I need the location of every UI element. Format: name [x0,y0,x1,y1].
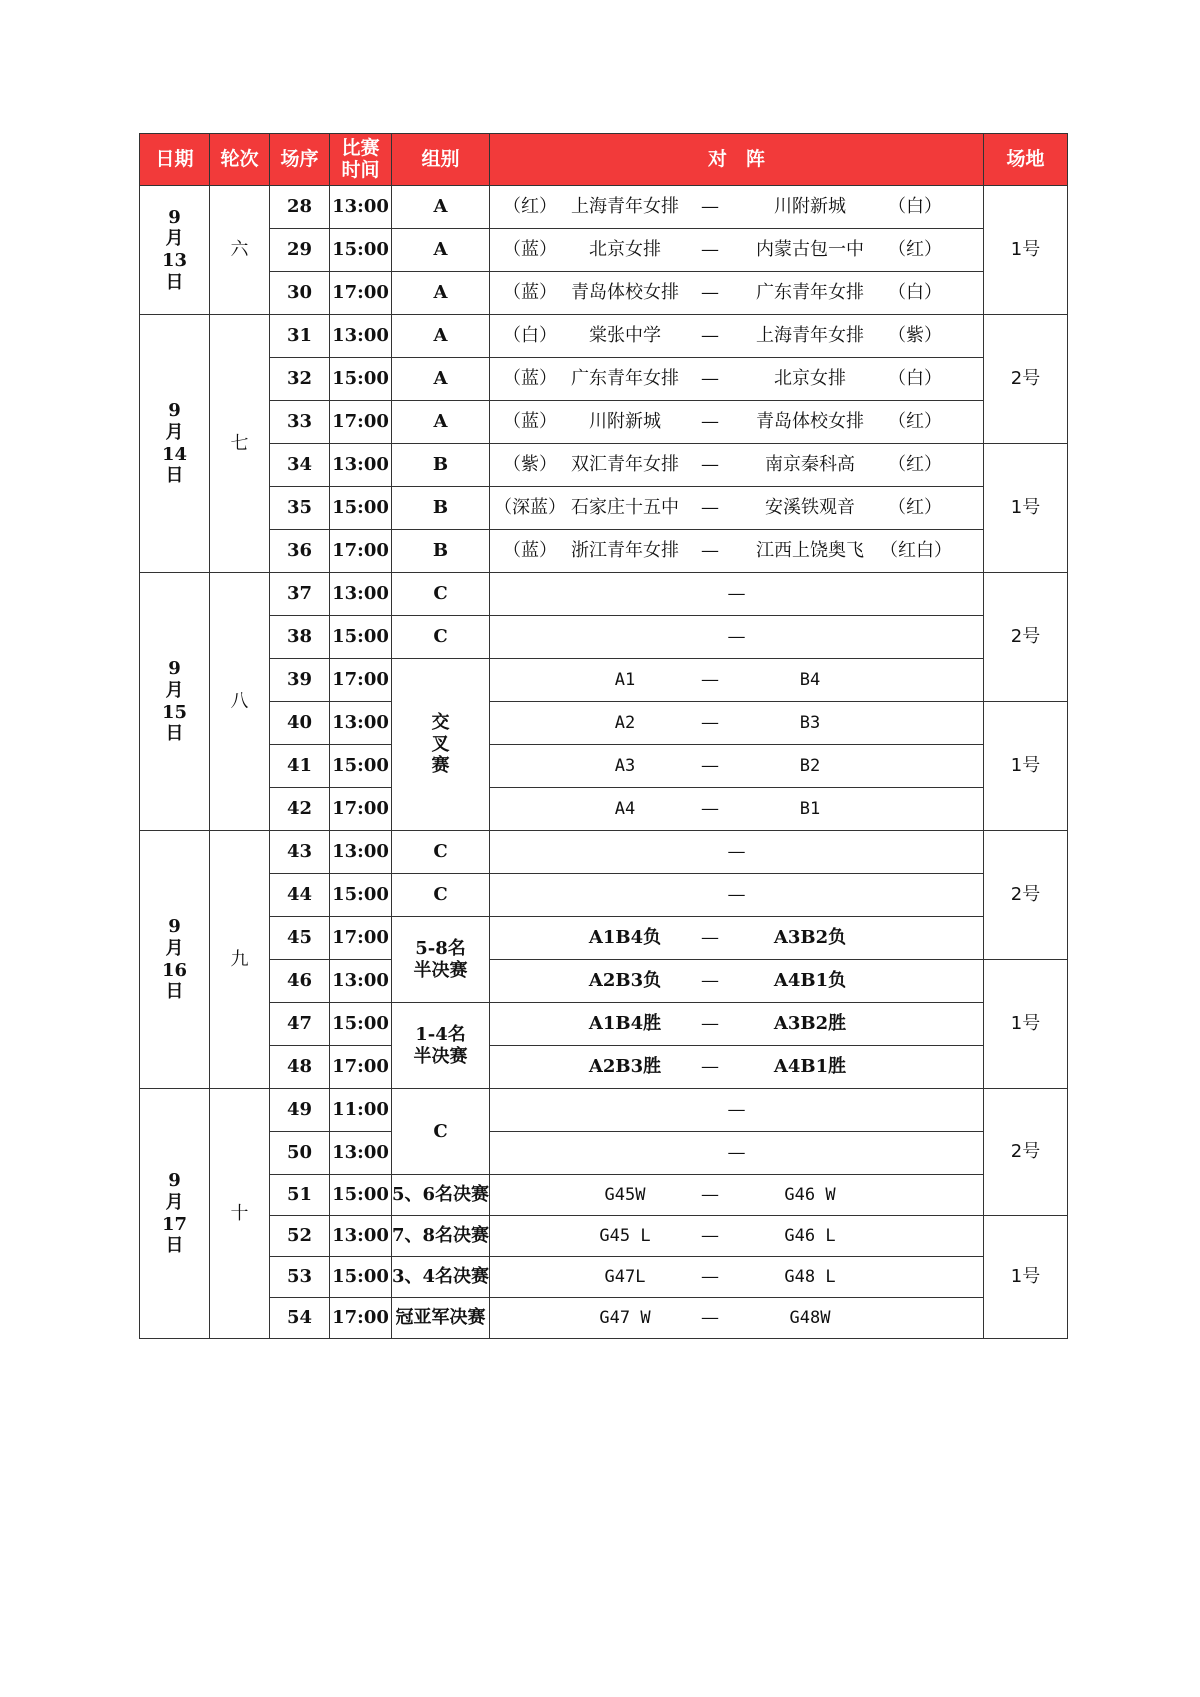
date-month: 月 [165,679,184,701]
vs-dash: — [701,798,719,820]
header-match-no: 场序 [270,134,330,186]
match-no: 30 [270,272,330,315]
matchup-cell [490,702,984,745]
team-b: A3B2负 [773,927,847,949]
jersey-color-a: （白） [503,325,557,347]
team-a: 浙江青年女排 [571,540,679,562]
jersey-color-a: （蓝） [503,411,557,433]
team-b: 安溪铁观音 [765,497,855,519]
venue-cell: 1号 [984,444,1068,573]
round-cell: 八 [210,573,270,831]
venue-cell: 1号 [984,702,1068,831]
table-row [140,315,1068,358]
crossover-char: 交 [431,712,450,734]
group-crossover [392,659,490,831]
team-a: A3 [614,755,636,776]
date-num: 9 [168,400,181,422]
date-month: 月 [165,937,184,959]
match-group: B [392,487,490,530]
match-time: 15:00 [330,358,392,401]
jersey-color-b: （红） [888,497,942,519]
match-no: 39 [270,659,330,702]
match-no: 36 [270,530,330,573]
team-a: G47 W [599,1307,651,1328]
table-row [140,1046,1068,1089]
team-a: G45W [604,1184,646,1205]
venue-cell: 1号 [984,1216,1068,1339]
table-row [140,874,1068,917]
matchup-cell [490,530,984,573]
header-row [140,134,1068,186]
matchup-cell [490,358,984,401]
match-group: A [392,401,490,444]
match-time: 13:00 [330,702,392,745]
team-a: G45 L [599,1225,651,1246]
round-cell: 十 [210,1089,270,1339]
header-round: 轮次 [210,134,270,186]
vs-dash: — [701,454,719,476]
jersey-color-b: （红） [888,454,942,476]
group-semi-1-4 [392,1003,490,1089]
jersey-color-a: （蓝） [503,239,557,261]
matchup-cell [490,745,984,788]
vs-dash: — [701,196,719,218]
matchup-cell [490,659,984,702]
vs-dash: — [727,841,746,863]
team-b: 北京女排 [774,368,846,390]
vs-dash: — [701,540,719,562]
table-row [140,1132,1068,1175]
table-row [140,272,1068,315]
matchup-cell [490,1175,984,1216]
team-a: A2B3胜 [588,1056,662,1078]
table-row [140,1175,1068,1216]
matchup-cell [490,401,984,444]
table-row [140,702,1068,745]
date-num: 9 [168,658,181,680]
jersey-color-b: （白） [888,196,942,218]
date-month: 月 [165,228,184,250]
match-group: B [392,530,490,573]
team-b: 广东青年女排 [756,282,864,304]
schedule-table [139,133,1068,1339]
matchup-cell [490,315,984,358]
table-row [140,917,1068,960]
team-a: 青岛体校女排 [571,282,679,304]
match-no: 31 [270,315,330,358]
round-cell: 六 [210,186,270,315]
match-time: 13:00 [330,186,392,229]
vs-dash: — [701,1307,719,1329]
table-row [140,229,1068,272]
jersey-color-a: （蓝） [503,368,557,390]
table-row [140,616,1068,659]
vs-dash: — [727,583,746,605]
vs-dash: — [701,1184,719,1206]
date-cell [140,1089,210,1339]
vs-dash: — [701,755,719,777]
match-no: 44 [270,874,330,917]
team-b: 南京秦科高 [765,454,855,476]
vs-dash: — [701,497,719,519]
jersey-color-b: （紫） [888,325,942,347]
team-a: 石家庄十五中 [571,497,679,519]
match-time: 17:00 [330,917,392,960]
table-row [140,1298,1068,1339]
match-time: 15:00 [330,1257,392,1298]
match-time: 15:00 [330,874,392,917]
matchup-cell [490,487,984,530]
group-semi-5-8 [392,917,490,1003]
team-b: G46 W [784,1184,836,1205]
date-cell [140,186,210,315]
jersey-color-b: （红白） [880,540,952,562]
table-row [140,358,1068,401]
match-no: 40 [270,702,330,745]
venue-cell: 2号 [984,831,1068,960]
date-month: 月 [165,1191,184,1213]
match-time: 17:00 [330,659,392,702]
match-time: 13:00 [330,1132,392,1175]
header-group: 组别 [392,134,490,186]
date-month: 月 [165,421,184,443]
table-row [140,745,1068,788]
crossover-char: 赛 [431,755,450,777]
match-no: 41 [270,745,330,788]
match-no: 53 [270,1257,330,1298]
match-no: 33 [270,401,330,444]
table-row [140,1003,1068,1046]
team-b: B2 [799,755,821,776]
match-group: A [392,358,490,401]
date-day: 16 [161,959,188,981]
table-row [140,960,1068,1003]
vs-dash: — [701,1225,719,1247]
match-group: 7、8名决赛 [392,1216,490,1257]
team-b: G48W [789,1307,831,1328]
vs-dash: — [701,1013,719,1035]
vs-dash: — [701,282,719,304]
team-b: 江西上饶奥飞 [756,540,864,562]
vs-dash: — [701,411,719,433]
match-no: 35 [270,487,330,530]
table-row [140,487,1068,530]
match-no: 42 [270,788,330,831]
match-time: 17:00 [330,1298,392,1339]
vs-dash: — [727,1142,746,1164]
match-time: 15:00 [330,487,392,530]
date-day: 17 [161,1213,188,1235]
jersey-color-b: （红） [888,411,942,433]
vs-dash: — [701,712,719,734]
matchup-cell [490,444,984,487]
match-no: 32 [270,358,330,401]
semi-label-line1: 5-8名 [415,937,466,959]
match-no: 48 [270,1046,330,1089]
team-b: B4 [799,669,821,690]
team-b: A4B1负 [773,970,847,992]
semi-label-line2: 半决赛 [413,1045,468,1067]
match-group: A [392,186,490,229]
match-group: C [392,573,490,616]
match-group: B [392,444,490,487]
matchup-cell [490,1257,984,1298]
match-no: 28 [270,186,330,229]
team-b: B1 [799,798,821,819]
matchup-cell [490,186,984,229]
match-no: 37 [270,573,330,616]
table-row [140,1257,1068,1298]
team-b: 青岛体校女排 [756,411,864,433]
team-b: B3 [799,712,821,733]
match-no: 38 [270,616,330,659]
team-a: 北京女排 [589,239,661,261]
venue-cell: 2号 [984,1089,1068,1216]
date-num: 9 [168,1170,181,1192]
team-b: 上海青年女排 [756,325,864,347]
matchup-cell [490,272,984,315]
match-time: 17:00 [330,788,392,831]
team-b: G46 L [784,1225,836,1246]
jersey-color-b: （白） [888,368,942,390]
table-row [140,1216,1068,1257]
vs-dash: — [727,884,746,906]
match-time: 13:00 [330,831,392,874]
matchup-cell [490,1298,984,1339]
matchup-cell [490,960,984,1003]
vs-dash: — [701,1266,719,1288]
match-time: 17:00 [330,530,392,573]
match-group: 3、4名决赛 [392,1257,490,1298]
team-b: A3B2胜 [773,1013,847,1035]
table-row [140,1089,1068,1132]
match-no: 34 [270,444,330,487]
match-no: 50 [270,1132,330,1175]
match-group: A [392,315,490,358]
matchup-cell [490,874,984,917]
match-no: 45 [270,917,330,960]
team-b: 内蒙古包一中 [756,239,864,261]
match-time: 15:00 [330,229,392,272]
match-no: 47 [270,1003,330,1046]
date-suffix: 日 [165,271,184,293]
match-no: 54 [270,1298,330,1339]
team-a: G47L [604,1266,646,1287]
semi-label-line2: 半决赛 [413,959,468,981]
vs-dash: — [727,626,746,648]
team-b: A4B1胜 [773,1056,847,1078]
match-time: 13:00 [330,573,392,616]
table-row [140,659,1068,702]
vs-dash: — [701,970,719,992]
vs-dash: — [701,368,719,390]
match-time: 17:00 [330,401,392,444]
table-row [140,573,1068,616]
matchup-cell [490,229,984,272]
date-cell [140,831,210,1089]
team-a: A1B4胜 [588,1013,662,1035]
team-a: A1 [614,669,636,690]
vs-dash: — [727,1099,746,1121]
header-time [330,134,392,186]
header-time-line1: 比赛 [341,136,380,159]
match-time: 13:00 [330,315,392,358]
match-no: 43 [270,831,330,874]
team-a: 双汇青年女排 [571,454,679,476]
matchup-cell [490,1132,984,1175]
matchup-cell [490,831,984,874]
match-time: 11:00 [330,1089,392,1132]
match-time: 15:00 [330,1175,392,1216]
header-venue: 场地 [984,134,1068,186]
header-date: 日期 [140,134,210,186]
matchup-cell [490,788,984,831]
jersey-color-b: （白） [888,282,942,304]
header-matchup: 对 阵 [490,134,984,186]
table-row [140,788,1068,831]
matchup-cell [490,616,984,659]
team-a: A2 [614,712,636,733]
matchup-cell [490,917,984,960]
crossover-char: 叉 [431,733,450,755]
team-a: A4 [614,798,636,819]
matchup-cell [490,573,984,616]
match-group: C [392,1089,490,1175]
venue-cell: 1号 [984,960,1068,1089]
match-no: 49 [270,1089,330,1132]
vs-dash: — [701,325,719,347]
team-a: 川附新城 [589,411,661,433]
jersey-color-a: （红） [503,196,557,218]
venue-cell: 2号 [984,315,1068,444]
match-group: A [392,229,490,272]
match-time: 13:00 [330,1216,392,1257]
matchup-cell [490,1003,984,1046]
round-cell: 九 [210,831,270,1089]
semi-label-line1: 1-4名 [415,1023,466,1045]
table-row [140,401,1068,444]
match-no: 51 [270,1175,330,1216]
match-group: 5、6名决赛 [392,1175,490,1216]
match-group: C [392,874,490,917]
table-row [140,831,1068,874]
match-time: 15:00 [330,1003,392,1046]
match-time: 13:00 [330,444,392,487]
match-group: C [392,616,490,659]
table-row [140,444,1068,487]
date-suffix: 日 [165,1235,184,1257]
team-a: A1B4负 [588,927,662,949]
team-a: 上海青年女排 [571,196,679,218]
table-row [140,186,1068,229]
date-day: 15 [161,701,188,723]
jersey-color-a: （深蓝） [494,497,566,519]
match-time: 17:00 [330,272,392,315]
date-day: 13 [161,250,188,271]
match-time: 17:00 [330,1046,392,1089]
matchup-cell [490,1216,984,1257]
table-row [140,530,1068,573]
match-group: A [392,272,490,315]
round-cell: 七 [210,315,270,573]
date-suffix: 日 [165,465,184,487]
jersey-color-a: （紫） [503,454,557,476]
jersey-color-a: （蓝） [503,540,557,562]
header-time-line2: 时间 [341,158,380,181]
match-no: 52 [270,1216,330,1257]
team-a: 棠张中学 [589,325,661,347]
date-cell [140,573,210,831]
date-cell [140,315,210,573]
matchup-cell [490,1089,984,1132]
team-b: G48 L [784,1266,836,1287]
team-b: 川附新城 [774,196,846,218]
date-suffix: 日 [165,723,184,745]
date-suffix: 日 [165,981,184,1003]
venue-cell: 1号 [984,186,1068,315]
team-a: A2B3负 [588,970,662,992]
vs-dash: — [701,669,719,691]
vs-dash: — [701,239,719,261]
venue-cell: 2号 [984,573,1068,702]
date-num: 9 [168,916,181,938]
team-a: 广东青年女排 [571,368,679,390]
jersey-color-a: （蓝） [503,282,557,304]
match-no: 29 [270,229,330,272]
jersey-color-b: （红） [888,239,942,261]
vs-dash: — [701,1056,719,1078]
match-no: 46 [270,960,330,1003]
match-time: 13:00 [330,960,392,1003]
matchup-cell [490,1046,984,1089]
match-time: 15:00 [330,745,392,788]
date-num: 9 [168,206,181,228]
match-time: 15:00 [330,616,392,659]
date-day: 14 [161,443,188,465]
vs-dash: — [701,927,719,949]
match-group: C [392,831,490,874]
match-group: 冠亚军决赛 [392,1298,490,1339]
